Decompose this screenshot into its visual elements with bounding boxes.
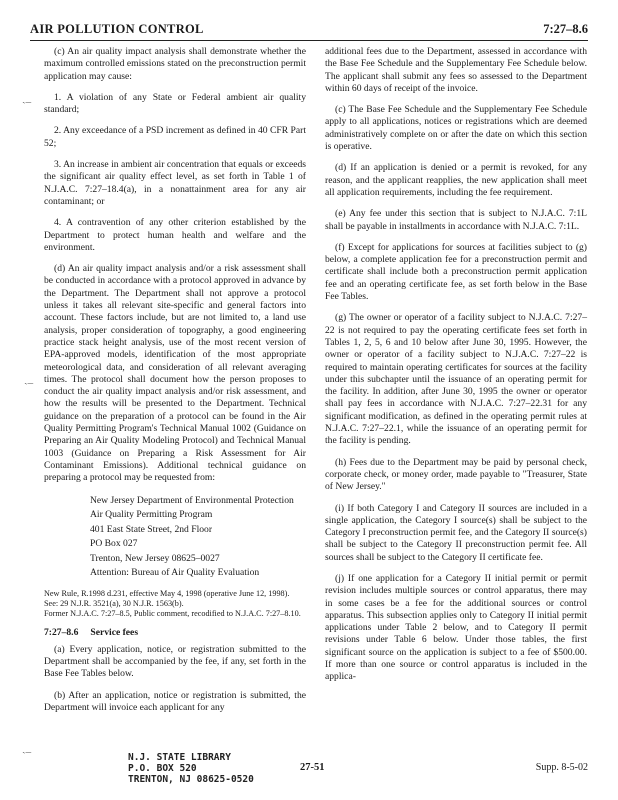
paragraph-d-reapply: (d) If an application is denied or a permit is revoked, for any reason, and the applicant reapplies, the new application shall meet all application requirements, including the fee requirement. bbox=[325, 162, 587, 198]
page-number: 27-51 bbox=[300, 762, 325, 773]
address-line: PO Box 027 bbox=[90, 538, 138, 549]
paragraph-item-4: 4. A contravention of any other criterion established by the Department to protect human health and welfare and the environment. bbox=[44, 217, 306, 253]
address-line: Trenton, New Jersey 08625–0027 bbox=[90, 552, 220, 564]
section-heading bbox=[44, 627, 306, 639]
address-block bbox=[90, 494, 306, 581]
right-column bbox=[325, 46, 587, 693]
paragraph-c-impact: (c) An air quality impact analysis shall demonstrate whether the maximum controlled emissions stated on the preconstruction permit application may cause: bbox=[44, 46, 306, 82]
paragraph-b-invoice: (b) After an application, notice or registration is submitted, the Department will invoice each applicant for any bbox=[44, 689, 306, 713]
left-column bbox=[44, 46, 306, 723]
address-line: Air Quality Permitting Program bbox=[90, 509, 213, 520]
margin-mark: ˎ_ bbox=[22, 92, 32, 104]
paragraph-j-multiple: (j) If one application for a Category II initial permit or permit revision includes multiple sources or control apparatus, there may in some cases be a fee for the additional sources or control apparatus. This subsection applies only to Category II initial permit applications under Table 2 below, and to Category II permit revisions under Table 6 below. Under those tables, the first significant source on the application is subject to a fee of $500.00. If more than one source or control apparatus is included in the applica- bbox=[325, 572, 587, 683]
history-note-line: Former N.J.A.C. 7:27–8.5, Public comment, recodified to N.J.A.C. 7:27–8.10. bbox=[44, 608, 301, 618]
paragraph-f-complete-fee: (f) Except for applications for sources at facilities subject to (g) below, a complete application fee for a preconstruction permit and certificate shall include both a preconstruction permit application fee and an operating certificate fee, as set forth below in the Base Fee Tables. bbox=[325, 241, 587, 303]
paragraph-e-installments: (e) Any fee under this section that is subject to N.J.A.C. 7:1L shall be payable in installments in accordance with N.J.A.C. 7:1L. bbox=[325, 208, 587, 232]
paragraph-a-fees: (a) Every application, notice, or registration submitted to the Department shall be accompanied by the fee, if any, set forth in the Base Fee Tables below. bbox=[44, 643, 306, 680]
section-title: Service fees bbox=[90, 626, 139, 638]
paragraph-h-payment: (h) Fees due to the Department may be paid by personal check, corporate check, or money order, made payable to "Treasurer, State of New Jersey." bbox=[325, 456, 587, 493]
header-section-range: 7:27–8.6 bbox=[543, 22, 588, 36]
history-note-line: See: 29 N.J.R. 3521(a), 30 N.J.R. 1563(b). bbox=[44, 598, 184, 608]
address-line: 401 East State Street, 2nd Floor bbox=[90, 523, 213, 535]
page-footer bbox=[0, 750, 618, 800]
paragraph-item-3: 3. An increase in ambient air concentration that equals or exceeds the significant air quality effect level, as set forth in Table 1 of N.J.A.C. 7:27–18.4(a), in a nonattainment area for any air contaminant; or bbox=[44, 159, 306, 207]
margin-mark: ˎ_ bbox=[24, 373, 34, 385]
running-header bbox=[30, 20, 588, 41]
paragraph-i-categories: (i) If both Category I and Category II sources are included in a single application, the Category I source(s) shall be subject to the Category I preconstruction permit fee, and the Category II source(s) shall be subject to the Category II preconstruction permit fee. All sources shall be subject to the Category II certificate fee. bbox=[325, 502, 587, 563]
paragraph-item-2: 2. Any exceedance of a PSD increment as defined in 40 CFR Part 52; bbox=[44, 125, 306, 149]
library-stamp bbox=[128, 752, 254, 785]
supplement-date: Supp. 8-5-02 bbox=[535, 762, 588, 773]
section-number: 7:27–8.6 bbox=[44, 626, 79, 638]
header-title: AIR POLLUTION CONTROL bbox=[30, 22, 204, 36]
stamp-line: P.O. BOX 520 bbox=[128, 763, 197, 774]
history-note bbox=[44, 589, 306, 619]
address-line: New Jersey Department of Environmental Protection bbox=[90, 494, 294, 506]
paragraph-d-protocol: (d) An air quality impact analysis and/or a risk assessment shall be conducted in accordance with a protocol approved in advance by the Department. The Department shall not approve a protocol unless it takes all relevant site-specific and general factors into account. These factors include, but are not limited to, a land use analysis, proper consideration of topography, a good engineering practice stack height analysis, use of the most recent version of EPA-approved models, identification of the most appropriate meteorological data, and consideration of all relevant averaging times. The protocol shall document how the person proposes to conduct the air quality impact analysis and/or risk assessment, and how the results will be presented to the Department. Technical guidance on the preparation of a protocol can be found in the Air Quality Permitting Program's Technical Manual 1002 (Guidance on Preparing an Air Quality Modeling Protocol) and Technical Manual 1003 (Guidance on Preparing a Risk Assessment for Air Contaminant Emissions). Additional technical guidance on preparing a protocol may be requested from: bbox=[44, 263, 306, 484]
margin-mark: ˎ_ bbox=[22, 742, 32, 754]
paragraph-continued: additional fees due to the Department, assessed in accordance with the Base Fee Schedule and the Supplementary Fee Schedule below. The applicant shall submit any fees so assessed to the Department within 60 days of receipt of the invoice. bbox=[325, 46, 587, 94]
stamp-line: TRENTON, NJ 08625-0520 bbox=[128, 774, 254, 785]
paragraph-c-schedule: (c) The Base Fee Schedule and the Supplementary Fee Schedule apply to all applications, notices or registrations which are deemed administratively complete on or after the date on which this section is operative. bbox=[325, 104, 587, 153]
paragraph-item-1: 1. A violation of any State or Federal ambient air quality standard; bbox=[44, 91, 306, 116]
address-line: Attention: Bureau of Air Quality Evaluation bbox=[90, 567, 260, 578]
history-note-line: New Rule, R.1998 d.231, effective May 4, 1998 (operative June 12, 1998). bbox=[44, 588, 290, 598]
paragraph-g-owner: (g) The owner or operator of a facility subject to N.J.A.C. 7:27–22 is not required to pay the operating certificate fees set forth in Tables 1, 2, 5, 6 and 10 below after June 30, 1995. However, the owner or operator of a facility subject to N.J.A.C. 7:27–22 is required to maintain operating certificates for sources at the facility under this subchapter until the issuance of an operating permit for the facility. In addition, after June 30, 1995 the owner or operator shall pay fees in accordance with N.J.A.C. 7:27–22.31 for any significant modification, as defined in the operating permit rules at N.J.A.C. 7:27–22.1, while the issuance of an operating permit for the facility is pending. bbox=[325, 312, 587, 447]
stamp-line: N.J. STATE LIBRARY bbox=[128, 752, 231, 763]
